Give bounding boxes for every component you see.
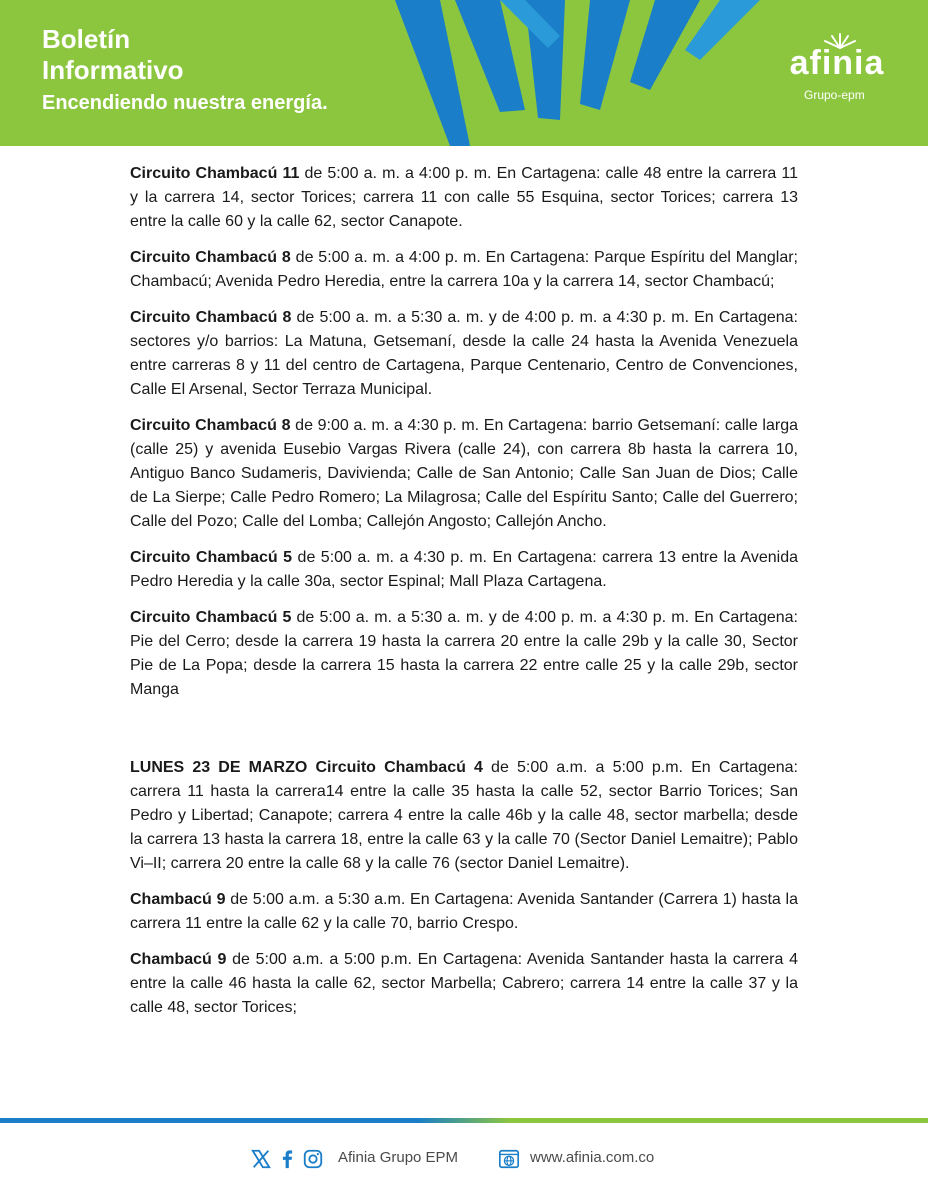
facebook-icon[interactable]: [276, 1148, 298, 1170]
outage-paragraph: Circuito Chambacú 8 de 5:00 a. m. a 5:30 a. m. y de 4:00 p. m. a 4:30 p. m. En Cartagena: sectores y/o barrios: La Matuna, Getsemaní, desde la calle 24 hasta la Avenida Venezuela entre carreras 8 y 11 del centro de Cartagena, Parque Centenario, Centro de Convenciones, Calle El Arsenal, Sector Terraza Municipal.: [130, 309, 799, 398]
outage-paragraph: Chambacú 9 de 5:00 a.m. a 5:30 a.m. En Cartagena: Avenida Santander (Carrera 1) hasta la carrera 11 entre la calle 62 y la calle 70, barrio Crespo.: [130, 891, 799, 932]
brand-name: afinia: [789, 44, 885, 82]
ray: [685, 0, 760, 60]
section-gap: [130, 714, 798, 756]
outage-paragraph: Circuito Chambacú 11 de 5:00 a. m. a 4:00 p. m. En Cartagena: calle 48 entre la carrera 11 y la carrera 14, sector Torices; carrera 11 con calle 55 Esquina, sector Torices; carrera 13 entre la calle 60 y la calle 62, sector Canapote.: [130, 165, 799, 230]
afinia-logo: [782, 30, 902, 110]
footer: [0, 1140, 928, 1180]
website-link[interactable]: www.afinia.com.co: [530, 1149, 655, 1166]
instagram-icon[interactable]: [302, 1148, 324, 1170]
brand-subtitle: Grupo-epm: [804, 88, 865, 102]
outage-paragraph: Circuito Chambacú 8 de 9:00 a. m. a 4:30 p. m. En Cartagena: barrio Getsemaní: calle larga (calle 25) y avenida Eusebio Vargas Rivera (calle 24), con carrera 8b hasta la carrera 10, Antiguo Banco Sudameris, Davivienda; Calle de San Antonio; Calle San Juan de Dios; Calle de La Sierpe; Calle Pedro Romero; La Milagrosa; Calle del Espíritu Santo; Calle del Guerrero; Calle del Pozo; Calle del Lomba; Callejón Angosto; Callejón Ancho.: [130, 417, 798, 530]
ray: [395, 0, 470, 146]
outage-paragraph: Circuito Chambacú 8 de 5:00 a. m. a 4:00 p. m. En Cartagena: Parque Espíritu del Manglar; Chambacú; Avenida Pedro Heredia, entre la carrera 10a y la carrera 14, sector Chambacú;: [130, 249, 798, 290]
outage-paragraph: Circuito Chambacú 5 de 5:00 a. m. a 5:30 a. m. y de 4:00 p. m. a 4:30 p. m. En Cartagena: Pie del Cerro; desde la carrera 19 hasta la carrera 20 entre la calle 29b y la calle 30, Sector Pie de La Popa; desde la carrera 15 hasta la carrera 22 entre calle 25 y la calle 29b, sector Manga: [130, 609, 799, 698]
footer-divider: [0, 1118, 928, 1123]
outage-paragraph: Chambacú 9 de 5:00 a.m. a 5:00 p.m. En Cartagena: Avenida Santander hasta la carrera 4 entre la calle 46 hasta la calle 62, sector Marbella; Cabrero; carrera 14 entre la calle 37 y la calle 48, sector Torices;: [130, 951, 799, 1016]
title-line-1: Boletín: [42, 24, 131, 54]
social-handle[interactable]: Afinia Grupo EPM: [338, 1149, 459, 1166]
title-line-2: Informativo: [42, 55, 184, 85]
header-banner: [0, 0, 928, 146]
ray: [580, 0, 630, 110]
bulletin-subtitle: Encendiendo nuestra energía.: [42, 92, 328, 114]
outage-paragraph: Circuito Chambacú 5 de 5:00 a. m. a 4:30 p. m. En Cartagena: carrera 13 entre la Avenida Pedro Heredia y la calle 30a, sector Espinal; Mall Plaza Cartagena.: [130, 549, 799, 590]
x-icon[interactable]: [250, 1148, 272, 1170]
bulletin-title: [42, 24, 184, 86]
web-icon: [498, 1148, 520, 1170]
outage-paragraph: LUNES 23 DE MARZO Circuito Chambacú 4 de 5:00 a.m. a 5:00 p.m. En Cartagena: carrera 11 hasta la carrera14 entre la calle 35 hasta la calle 52, sector Barrio Torices; San Pedro y Libertad; Canapote; carrera 4 entre la calle 46b y la calle 48, sector marbella; desde la carrera 13 hasta la carrera 18, entre la calle 63 y la calle 70 (Sector Daniel Lemaitre); Pablo Vi–II; carrera 20 entre la calle 68 y la calle 76 (sector Daniel Lemaitre).: [130, 759, 798, 872]
ray: [455, 0, 525, 112]
bulletin-content: [130, 162, 798, 1032]
